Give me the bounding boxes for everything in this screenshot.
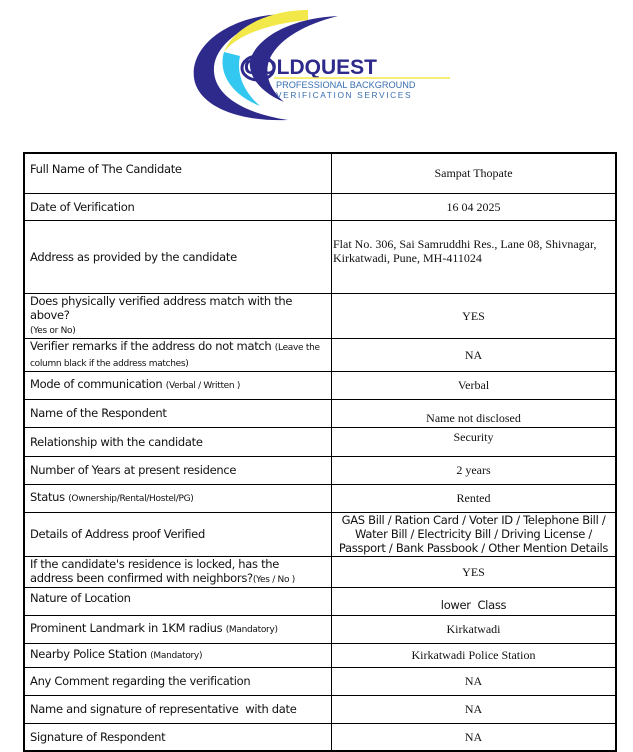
table-row	[24, 667, 616, 695]
field-value: lower Class	[332, 587, 617, 615]
table-row	[24, 371, 616, 399]
label-text: Prominent Landmark in 1KM radius	[30, 621, 223, 635]
table-row	[24, 512, 616, 556]
field-value: NA	[332, 695, 617, 723]
field-label: Nature of Location	[24, 587, 332, 615]
field-label: Details of Address proof Verified	[24, 512, 332, 556]
table-row	[24, 556, 616, 587]
table-row	[24, 587, 616, 615]
field-value: Security	[332, 427, 617, 456]
table-row	[24, 427, 616, 456]
field-value: 16 04 2025	[332, 193, 617, 220]
table-row	[24, 193, 616, 220]
table-row	[24, 615, 616, 643]
field-value: YES	[332, 556, 617, 587]
field-value: GAS Bill / Ration Card / Voter ID / Telephone Bill / Water Bill / Electricity Bill / Driving License / Passport / Bank Passbook / Other Mention Details	[332, 512, 617, 556]
field-value: Verbal	[332, 371, 617, 399]
table-row	[24, 293, 616, 338]
field-value: Kirkatwadi	[332, 615, 617, 643]
field-label	[24, 338, 332, 371]
svg-text:VERIFICATION SERVICES: VERIFICATION SERVICES	[276, 90, 413, 100]
field-label: Full Name of The Candidate	[24, 153, 332, 193]
goldquest-logo	[188, 6, 460, 124]
label-hint: (Mandatory)	[225, 625, 278, 635]
label-text: Does physically verified address match with the above?	[30, 293, 293, 322]
label-text: Status	[30, 490, 65, 504]
field-label	[24, 643, 332, 667]
field-label: Signature of Respondent	[24, 723, 332, 751]
label-text: Nearby Police Station	[30, 647, 147, 661]
table-row	[24, 723, 616, 751]
label-hint: (Leave the column black if the address matches)	[30, 342, 320, 369]
field-value: Kirkatwadi Police Station	[332, 643, 617, 667]
field-label	[24, 556, 332, 587]
field-label	[24, 371, 332, 399]
field-value: NA	[332, 723, 617, 751]
field-label: Number of Years at present residence	[24, 456, 332, 484]
field-label: Relationship with the candidate	[24, 427, 332, 456]
svg-text:PROFESSIONAL BACKGROUND: PROFESSIONAL BACKGROUND	[276, 80, 416, 90]
field-value: 2 years	[332, 456, 617, 484]
table-row	[24, 695, 616, 723]
label-hint: (Yes / No )	[252, 574, 295, 585]
table-row	[24, 399, 616, 427]
field-label	[24, 484, 332, 512]
table-row	[24, 643, 616, 667]
label-hint: (Yes or No)	[30, 325, 76, 336]
goldquest-swoosh-icon	[188, 6, 460, 124]
field-label	[24, 615, 332, 643]
field-label: Name of the Respondent	[24, 399, 332, 427]
field-value: YES	[332, 293, 617, 338]
label-text: Mode of communication	[30, 377, 163, 391]
table-row	[24, 153, 616, 193]
field-value: Flat No. 306, Sai Samruddhi Res., Lane 08, Shivnagar, Kirkatwadi, Pune, MH-411024	[332, 220, 617, 293]
field-value: NA	[332, 338, 617, 371]
field-label: Any Comment regarding the verification	[24, 667, 332, 695]
label-hint: (Ownership/Rental/Hostel/PG)	[68, 494, 194, 504]
field-label: Address as provided by the candidate	[24, 220, 332, 293]
field-label: Date of Verification	[24, 193, 332, 220]
table-row	[24, 456, 616, 484]
field-value: NA	[332, 667, 617, 695]
label-text: If the candidate's residence is locked, has the address been confirmed with neighbors?	[30, 556, 280, 585]
svg-text:GOLDQUEST: GOLDQUEST	[244, 56, 378, 79]
label-text: Verifier remarks if the address do not match	[30, 338, 272, 353]
table-row	[24, 484, 616, 512]
field-label	[24, 293, 332, 338]
field-label: Name and signature of representative with date	[24, 695, 332, 723]
table-row	[24, 338, 616, 371]
label-hint: (Verbal / Written )	[165, 381, 241, 391]
field-value: Rented	[332, 484, 617, 512]
verification-table	[23, 152, 617, 752]
field-value: Name not disclosed	[332, 399, 617, 427]
table-row	[24, 220, 616, 293]
label-hint: (Mandatory)	[150, 651, 203, 661]
field-value: Sampat Thopate	[332, 153, 617, 193]
